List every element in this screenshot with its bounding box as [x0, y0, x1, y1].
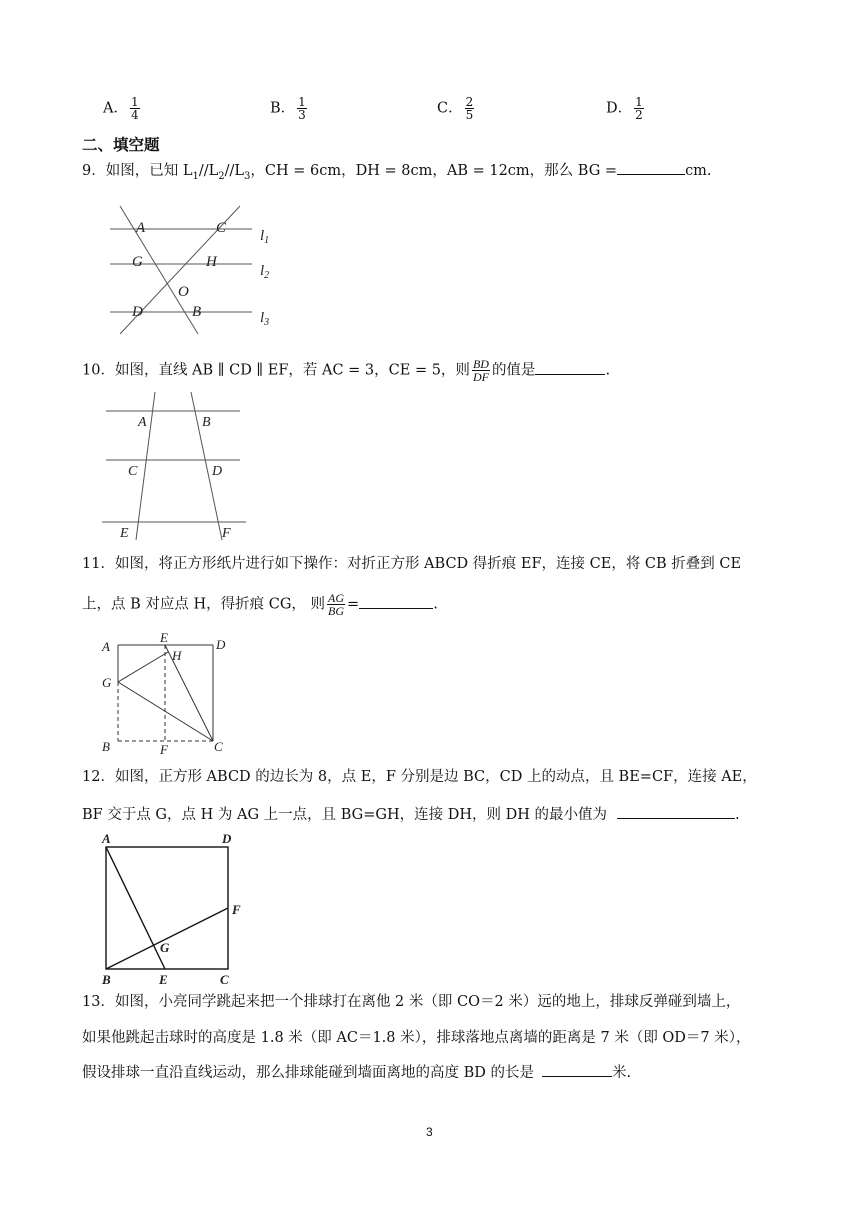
label-l2: $l_2$	[260, 263, 270, 281]
label-a: A	[102, 831, 111, 846]
label-g: G	[160, 940, 170, 955]
question-12-line-2: BF 交于点 G，点 H 为 AG 上一点，且 BG=GH，连接 DH，则 DH 的最小值为 .	[82, 804, 740, 825]
label-e: E	[120, 526, 129, 541]
label-b: B	[202, 415, 211, 430]
figure-9	[100, 200, 290, 340]
label-d: D	[222, 831, 232, 846]
label-c: C	[128, 464, 138, 479]
label-a: A	[136, 220, 146, 236]
q8-option-c: C． $\frac{2}{5}$	[437, 95, 474, 122]
answer-blank[interactable]	[359, 594, 433, 609]
question-13-line-2: 如果他跳起击球时的高度是 1.8 米（即 AC＝1.8 米），排球落地点离墙的距离是 7 米（即 OD＝7 米），	[82, 1030, 751, 1046]
question-9: 9．如图，已知 $L_1//L_2//L_3$，CH = 6cm，DH = 8cm，AB = 12cm，那么 BG = cm.	[82, 160, 712, 187]
label-c: C	[220, 972, 229, 987]
fraction-bd-df: $\frac{BD}{DF}$	[472, 357, 489, 384]
figure-11	[98, 630, 238, 756]
figure-12	[98, 828, 258, 990]
segment-bf	[106, 908, 228, 969]
answer-blank[interactable]	[535, 360, 605, 375]
label-a: A	[102, 639, 110, 654]
question-11-line-1: 11．如图，将正方形纸片进行如下操作：对折正方形 ABCD 得折痕 EF，连接 CE，将 CB 折叠到 CE	[82, 556, 742, 572]
label-f: F	[160, 742, 168, 756]
answer-blank[interactable]	[617, 804, 735, 819]
label-e: E	[160, 630, 168, 645]
figure-10	[98, 388, 258, 548]
answer-blank[interactable]	[542, 1062, 612, 1077]
label-f: F	[222, 526, 231, 541]
label-l3: $l_3$	[260, 310, 270, 328]
label-d: D	[132, 304, 143, 320]
answer-blank[interactable]	[617, 160, 685, 175]
q8-option-a: A． $\frac{1}{4}$	[103, 95, 139, 122]
question-11-line-2: 上，点 B 对应点 H，得折痕 CG， 则 $\frac{AG}{BG}$ = .	[82, 591, 438, 618]
label-h: H	[206, 254, 217, 270]
label-d: D	[216, 637, 226, 652]
q8-option-d: D． $\frac{1}{2}$	[606, 95, 643, 122]
q8-option-b: B． $\frac{1}{3}$	[270, 95, 306, 122]
question-13-line-3: 假设排球一直沿直线运动，那么排球能碰到墙面离地的高度 BD 的长是 米.	[82, 1062, 631, 1083]
section-title: 二、填空题	[82, 136, 160, 154]
fraction: $\frac{1}{4}$	[130, 95, 139, 122]
label-c: C	[214, 739, 223, 754]
segment-ae	[106, 847, 165, 969]
label-g: G	[102, 675, 112, 690]
label-b: B	[102, 972, 111, 987]
label-h: H	[172, 648, 182, 663]
question-10: 10．如图，直线 AB ∥ CD ∥ EF，若 AC = 3，CE = 5，则 $\frac{BD}{DF}$ 的值是 .	[82, 357, 611, 384]
segment-gh	[118, 652, 168, 682]
label-o: O	[178, 284, 189, 300]
page-number: 3	[426, 1125, 433, 1139]
fraction: $\frac{1}{2}$	[635, 95, 643, 122]
label-l1: $l_1$	[260, 228, 270, 246]
label-f: F	[232, 902, 241, 917]
label-c: C	[216, 220, 227, 236]
label-b: B	[192, 304, 202, 320]
label-e: E	[159, 972, 168, 987]
fraction: $\frac{2}{5}$	[465, 95, 474, 122]
label-d: D	[212, 464, 223, 479]
label-a: A	[138, 415, 147, 430]
label-g: G	[132, 254, 143, 270]
question-12-line-1: 12．如图，正方形 ABCD 的边长为 8，点 E，F 分别是边 BC，CD 上的动点，且 BE=CF，连接 AE，	[82, 769, 757, 785]
fraction-ag-bg: $\frac{AG}{BG}$	[328, 591, 345, 618]
question-13-line-1: 13．如图，小亮同学跳起来把一个排球打在离他 2 米（即 CO＝2 米）远的地上，排球反弹碰到墙上，	[82, 994, 741, 1010]
label-b: B	[102, 739, 110, 754]
fraction: $\frac{1}{3}$	[298, 95, 306, 122]
